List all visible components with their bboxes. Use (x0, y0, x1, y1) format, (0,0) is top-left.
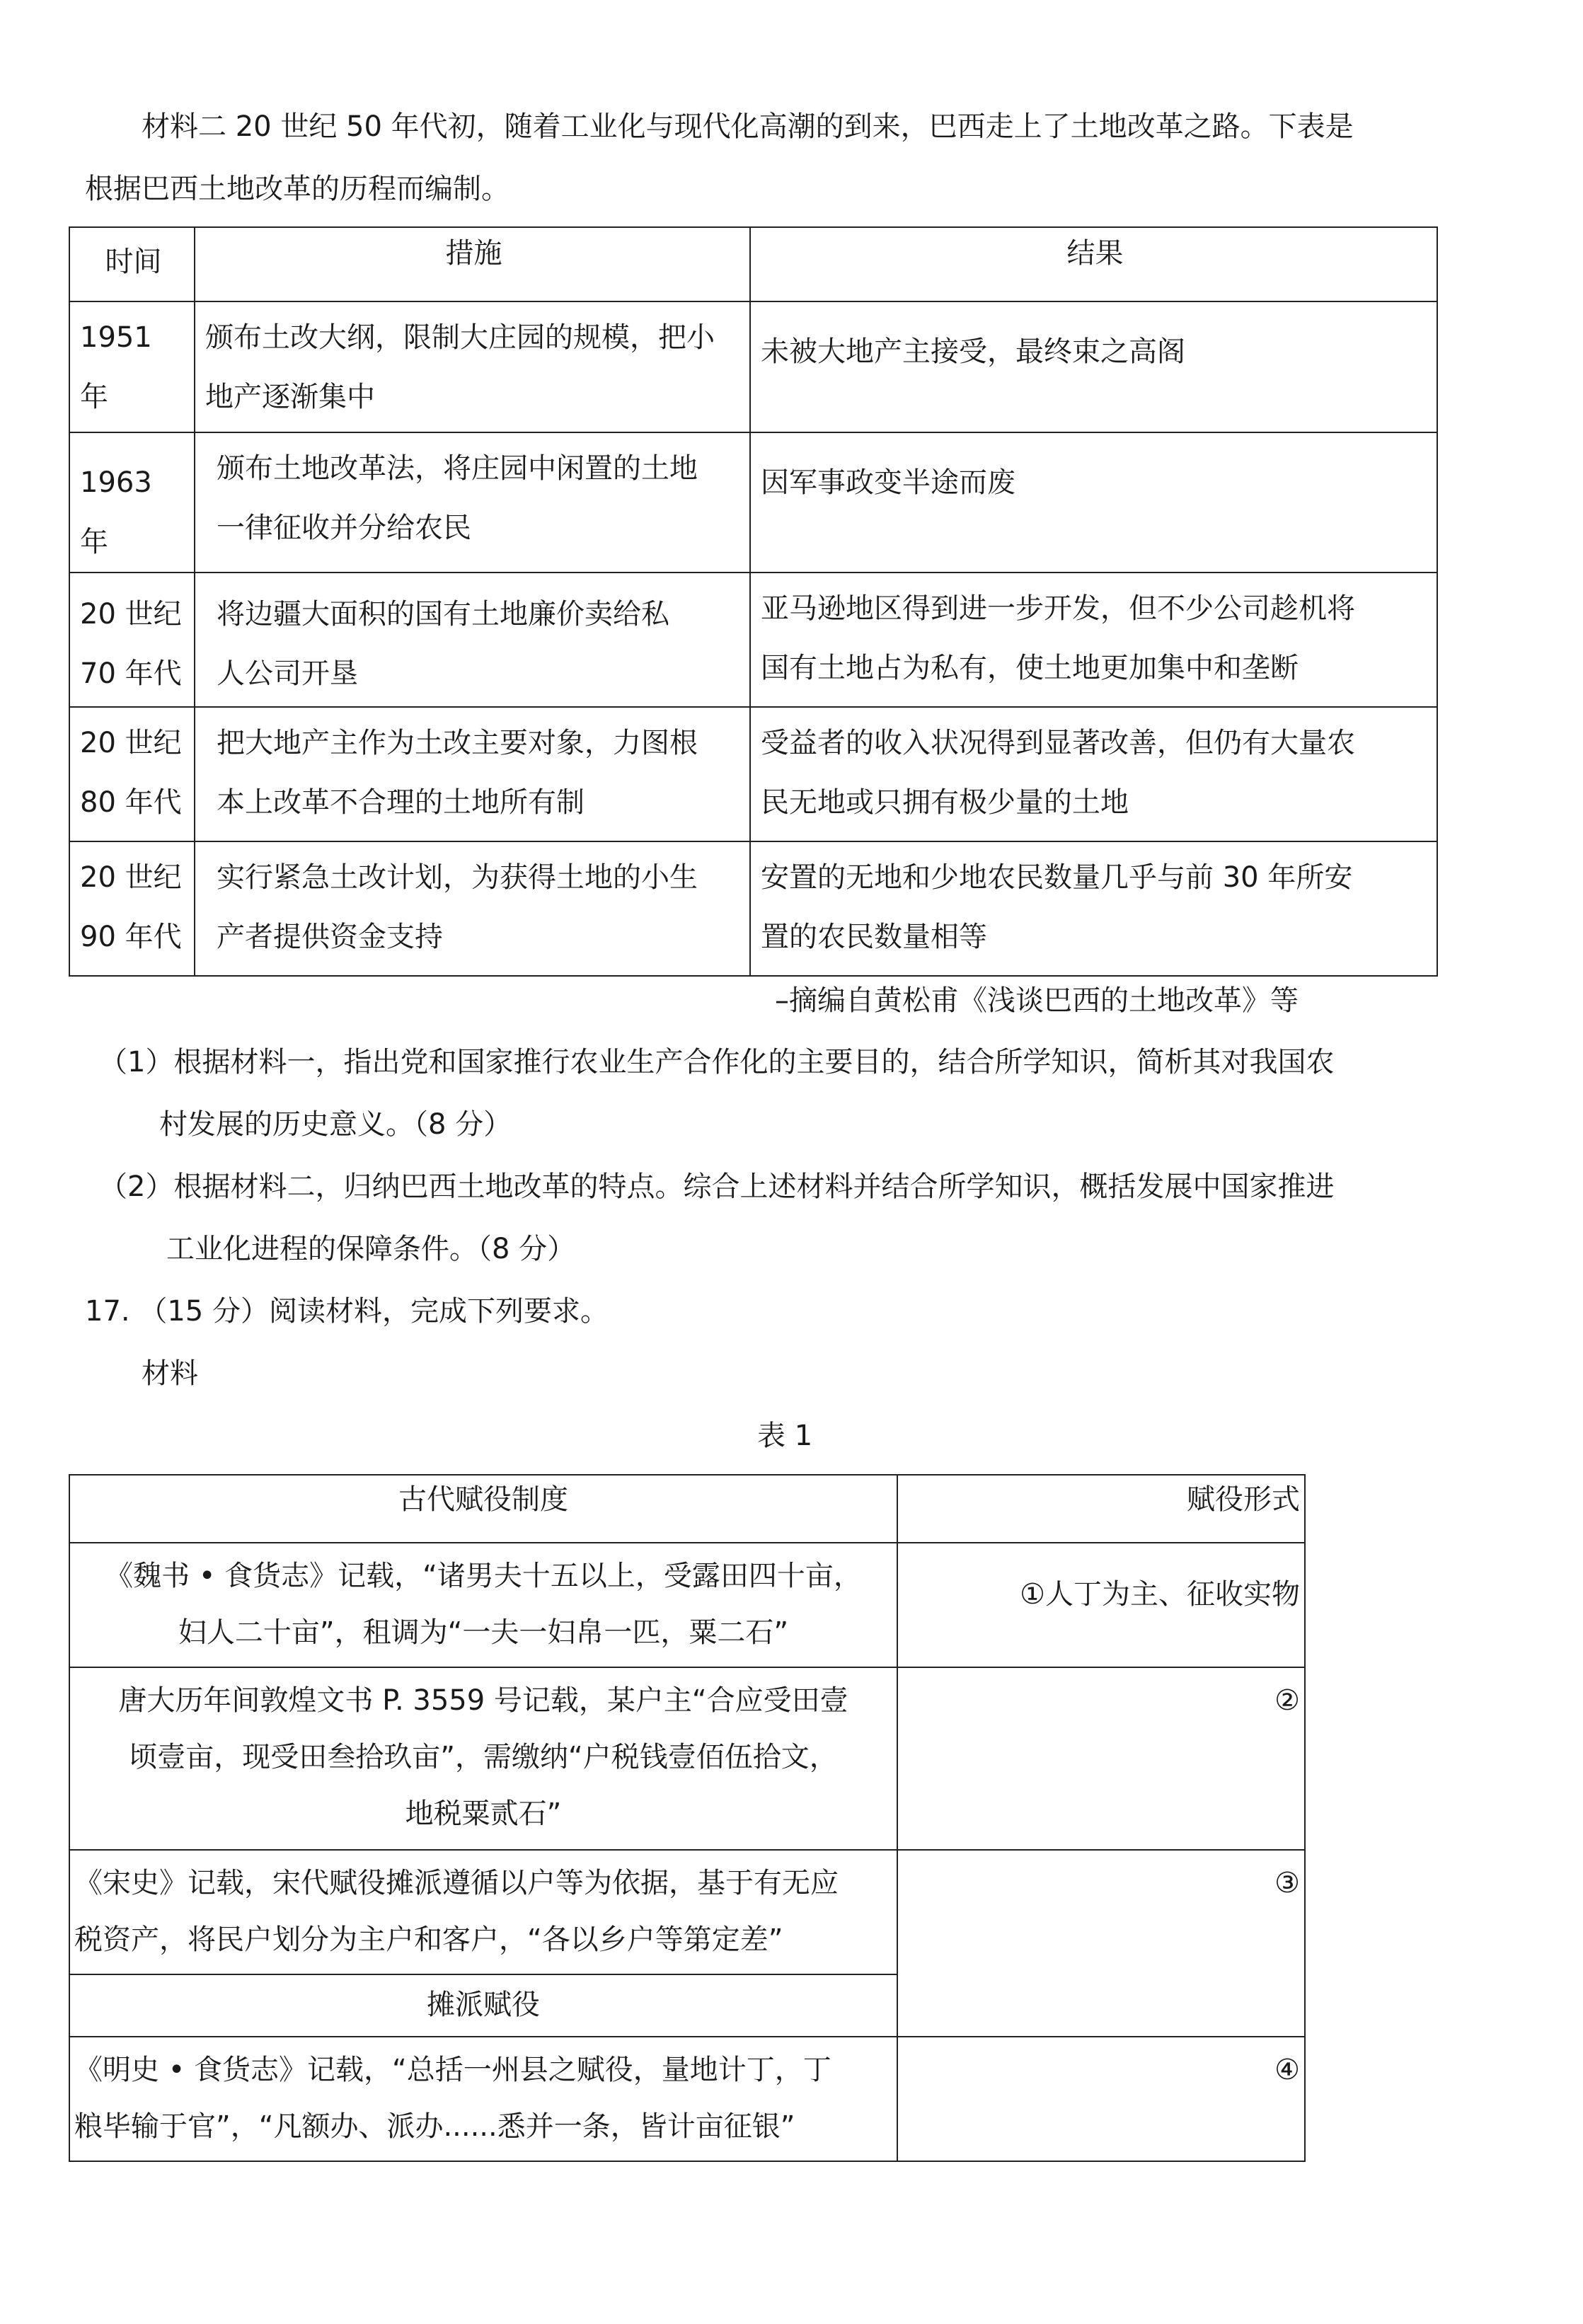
table-caption: 表 1 (757, 1420, 813, 1452)
table-header-row (69, 227, 1437, 301)
header-system: 古代赋役制度 (69, 1475, 897, 1543)
cell-system: 唐大历年间敦煌文书 P. 3559 号记载，某户主“合应受田壹 顷壹亩，现受田叁拾玖亩”，需缴纳“户税钱壹佰伍拾文， 地税粟贰石” (69, 1667, 897, 1850)
cell-time: 20 世纪 70 年代 (69, 573, 195, 707)
cell-time: 1963 年 (69, 432, 195, 573)
cell-form: ③ (897, 1850, 1305, 2037)
cell-form: ④ (897, 2037, 1305, 2161)
table-row (69, 707, 1437, 841)
cell-measure: 把大地产主作为土改主要对象，力图根 本上改革不合理的土地所有制 (195, 707, 750, 841)
q17-title: 17. （15 分）阅读材料，完成下列要求。 (85, 1295, 609, 1328)
cell-time: 20 世纪 80 年代 (69, 707, 195, 841)
table-row (69, 1850, 1305, 1974)
cell-result: 因军事政变半途而废 (750, 432, 1437, 573)
cell-form: ①人丁为主、征收实物 (897, 1543, 1305, 1667)
cell-system: 《魏书 • 食货志》记载，“诸男夫十五以上，受露田四十亩， 妇人二十亩”，租调为“一夫一妇帛一匹，粟二石” (69, 1543, 897, 1667)
cell-measure: 颁布土改大纲，限制大庄园的规模，把小 地产逐渐集中 (195, 301, 750, 432)
cell-measure: 颁布土地改革法，将庄园中闲置的土地 一律征收并分给农民 (195, 432, 750, 573)
material2-intro-line1: 材料二 20 世纪 50 年代初，随着工业化与现代化高潮的到来，巴西走上了土地改革之路。下表是 (142, 110, 1354, 143)
header-time: 时间 (69, 227, 195, 301)
cell-time: 1951 年 (69, 301, 195, 432)
material2-intro-line2: 根据巴西土地改革的历程而编制。 (85, 173, 510, 205)
cell-measure: 将边疆大面积的国有土地廉价卖给私 人公司开垦 (195, 573, 750, 707)
table-row (69, 1543, 1305, 1667)
q2-line1: （2）根据材料二，归纳巴西土地改革的特点。综合上述材料并结合所学知识，概括发展中国家推进 (99, 1170, 1335, 1203)
table-row (69, 1667, 1305, 1850)
table-row (69, 432, 1437, 573)
table-row (69, 301, 1437, 432)
q17-material-label: 材料 (142, 1357, 198, 1390)
table-row (69, 573, 1437, 707)
q1-line1: （1）根据材料一，指出党和国家推行农业生产合作化的主要目的，结合所学知识，简析其对我国农 (99, 1046, 1335, 1078)
table-row (69, 2037, 1305, 2161)
header-form: 赋役形式 (897, 1475, 1305, 1543)
cell-result: 亚马逊地区得到进一步开发，但不少公司趁机将 国有土地占为私有，使土地更加集中和垄断 (750, 573, 1437, 707)
cell-result: 未被大地产主接受，最终束之高阁 (750, 301, 1437, 432)
cell-result: 受益者的收入状况得到显著改善，但仍有大量农 民无地或只拥有极少量的土地 (750, 707, 1437, 841)
cell-system: 摊派赋役 (69, 1974, 897, 2037)
brazil-land-reform-table (69, 226, 1438, 977)
cell-measure: 实行紧急土改计划，为获得土地的小生 产者提供资金支持 (195, 841, 750, 976)
ancient-tax-table (69, 1474, 1306, 2162)
header-measure: 措施 (195, 227, 750, 301)
q1-line2: 村发展的历史意义。（8 分） (159, 1108, 512, 1141)
table-header-row (69, 1475, 1305, 1543)
cell-time: 20 世纪 90 年代 (69, 841, 195, 976)
cell-system: 《宋史》记载，宋代赋役摊派遵循以户等为依据，基于有无应 税资产，将民户划分为主户和客户，“各以乡户等第定差” (69, 1850, 897, 1974)
q2-line2: 工业化进程的保障条件。（8 分） (166, 1233, 576, 1265)
table1-source: –摘编自黄松甫《浅谈巴西的土地改革》等 (775, 984, 1299, 1017)
cell-system: 《明史 • 食货志》记载，“总括一州县之赋役，量地计丁，丁 粮毕输于官”，“凡额办、派办......悉并一条，皆计亩征银” (69, 2037, 897, 2161)
cell-result: 安置的无地和少地农民数量几乎与前 30 年所安 置的农民数量相等 (750, 841, 1437, 976)
table-row (69, 841, 1437, 976)
header-result: 结果 (750, 227, 1437, 301)
cell-form: ② (897, 1667, 1305, 1850)
